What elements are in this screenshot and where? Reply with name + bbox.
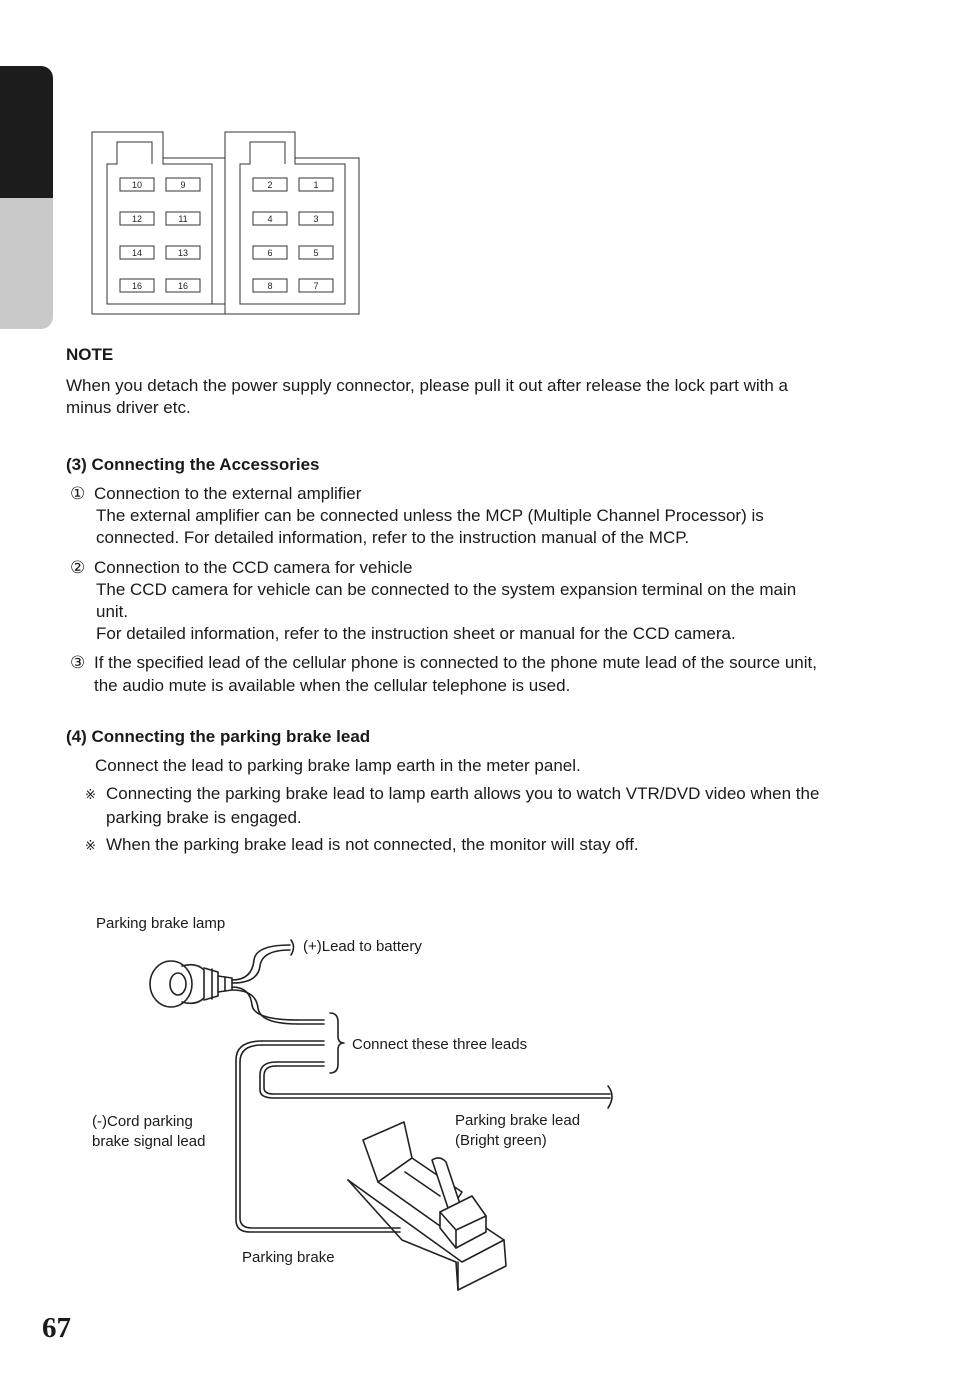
item-2-line-1: The CCD camera for vehicle can be connected to the system expansion terminal on the main — [96, 580, 797, 599]
connector-pin-number: 10 — [131, 180, 143, 190]
parking-note-1-line-1: Connecting the parking brake lead to lamp earth allows you to watch VTR/DVD video when the — [106, 784, 820, 803]
item-title: Connection to the external amplifier — [94, 484, 362, 503]
parking-brake-lamp-icon — [150, 961, 232, 1007]
section-3-heading: (3) Connecting the Accessories — [66, 455, 320, 474]
item-marker: ① — [70, 484, 86, 503]
connector-pin-number: 5 — [313, 248, 319, 258]
label-parking-brake-lamp: Parking brake lamp — [96, 915, 226, 932]
label-connect-three-leads: Connect these three leads — [352, 1036, 528, 1053]
connector-pin-number: 16 — [131, 281, 143, 291]
connector-pin-number: 7 — [313, 281, 319, 291]
connector-pin-number: 4 — [267, 214, 273, 224]
connector-pin-number: 8 — [267, 281, 273, 291]
connector-pin-number: 9 — [180, 180, 186, 190]
note-text-line-2: minus driver etc. — [66, 398, 191, 417]
connector-pin-number: 13 — [177, 248, 189, 258]
reference-mark: ※ — [85, 787, 96, 802]
label-cord-signal-lead-1: (-)Cord parking — [92, 1113, 193, 1130]
page-number: 67 — [42, 1312, 71, 1344]
item-1-line-1: The external amplifier can be connected unless the MCP (Multiple Channel Processor) is — [96, 506, 764, 525]
label-parking-brake-lead-2: (Bright green) — [455, 1132, 547, 1149]
parking-note-1-line-2: parking brake is engaged. — [106, 808, 302, 827]
item-2-line-2: unit. — [96, 602, 129, 621]
connector-pin-number: 11 — [178, 214, 188, 224]
label-parking-brake-lead-1: Parking brake lead — [455, 1112, 581, 1129]
parking-note-2-line-1: When the parking brake lead is not connected, the monitor will stay off. — [106, 835, 639, 854]
item-1-line-2: connected. For detailed information, refer to the instruction manual of the MCP. — [96, 528, 690, 547]
label-cord-signal-lead-2: brake signal lead — [92, 1133, 206, 1150]
connector-pin-number: 12 — [131, 214, 143, 224]
section-4-intro: Connect the lead to parking brake lamp earth in the meter panel. — [95, 756, 581, 775]
connector-pin-number: 3 — [313, 214, 319, 224]
item-2-line-3: For detailed information, refer to the instruction sheet or manual for the CCD camera. — [96, 624, 736, 643]
item-title: If the specified lead of the cellular phone is connected to the phone mute lead of the source unit, — [94, 653, 817, 672]
connector-pin-number: 2 — [267, 180, 273, 190]
item-marker: ② — [70, 558, 86, 577]
item-title: Connection to the CCD camera for vehicle — [94, 558, 413, 577]
connector-pin-number: 1 — [313, 180, 319, 190]
reference-mark: ※ — [85, 838, 96, 853]
connector-pin-number: 6 — [267, 248, 273, 258]
label-parking-brake: Parking brake — [242, 1249, 335, 1266]
section-4-heading: (4) Connecting the parking brake lead — [66, 727, 371, 746]
label-lead-to-battery: (+)Lead to battery — [303, 938, 422, 955]
item-marker: ③ — [70, 653, 86, 672]
note-title: NOTE — [66, 345, 114, 364]
item-3-line-1: the audio mute is available when the cellular telephone is used. — [94, 676, 571, 695]
connector-pin-number: 14 — [131, 248, 143, 258]
connector-pin-number: 16 — [177, 281, 189, 291]
note-text-line-1: When you detach the power supply connector, please pull it out after release the lock part with a — [66, 376, 788, 395]
